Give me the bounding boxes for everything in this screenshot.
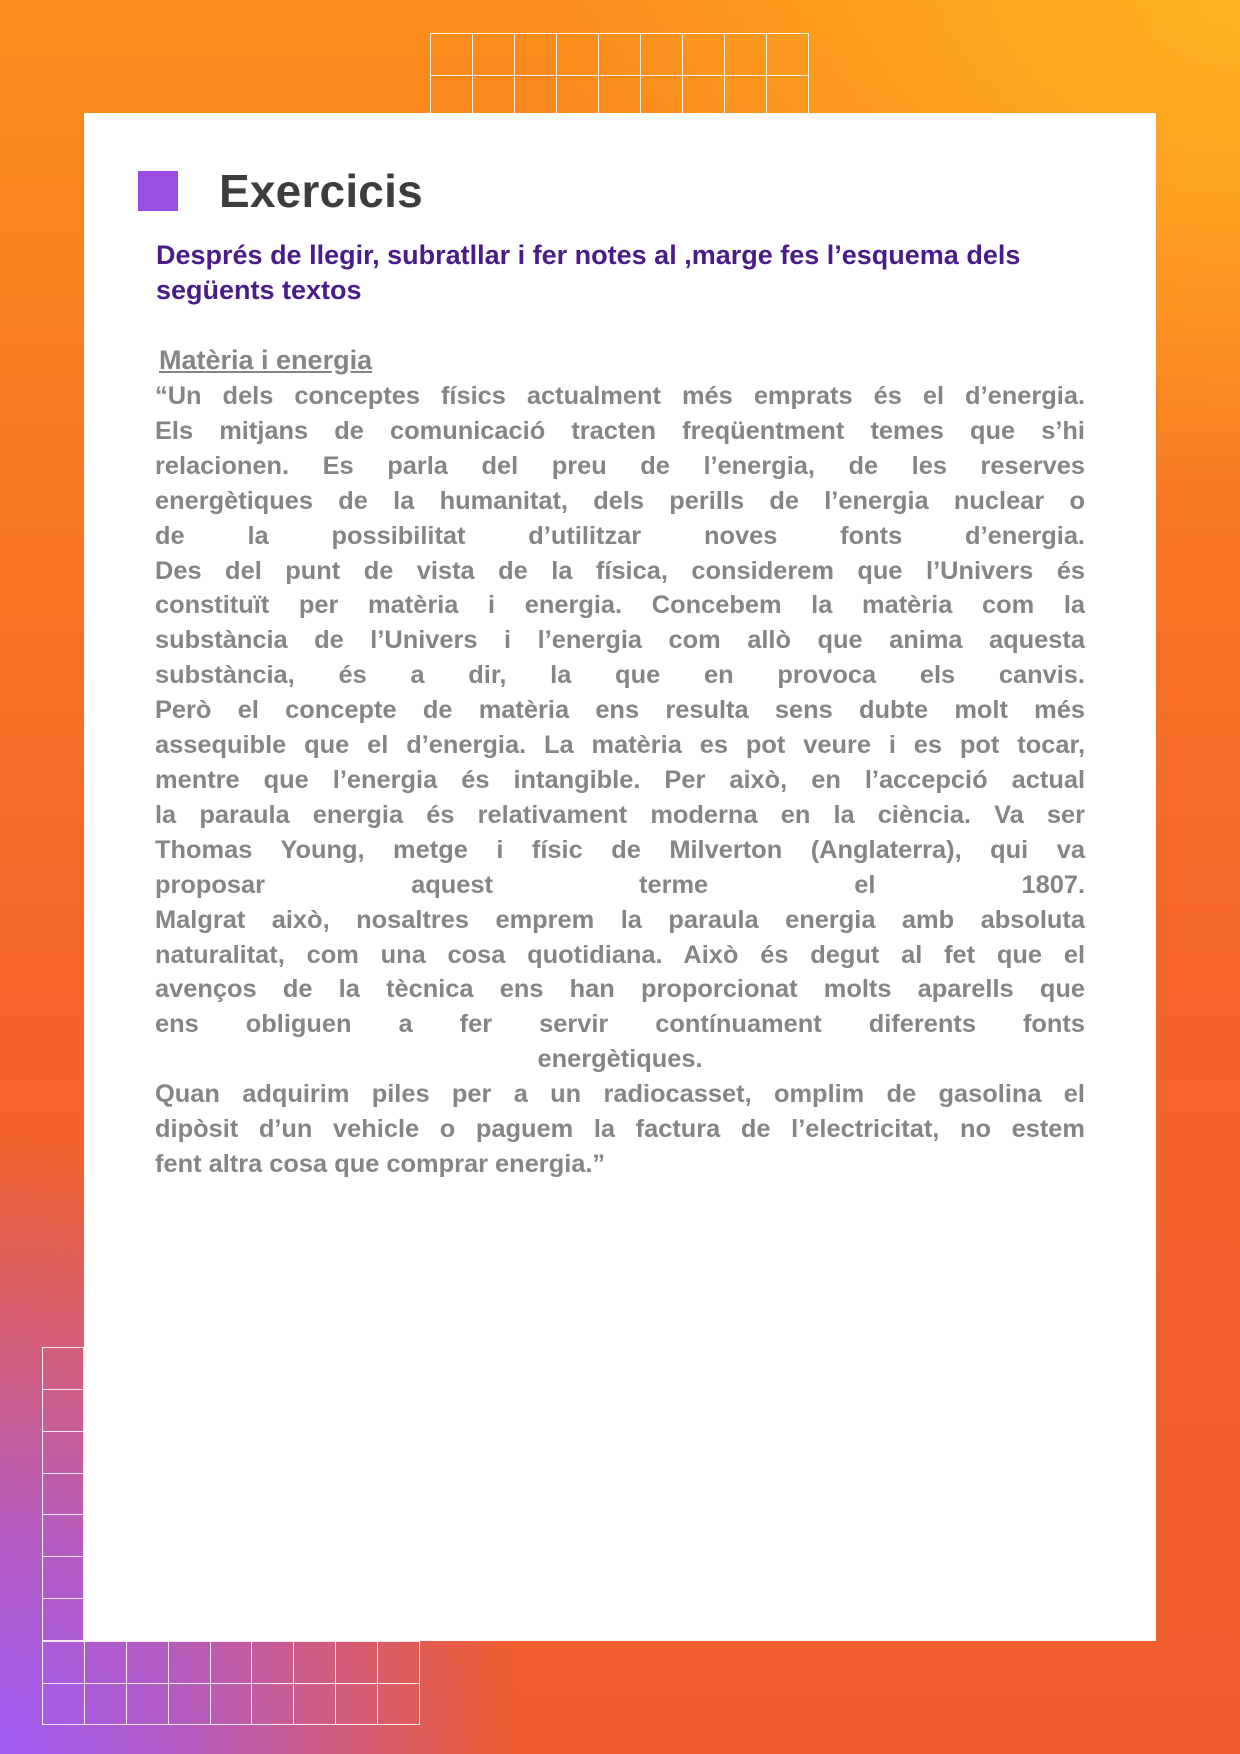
passage-line: la paraula energia és relativament moderna en la ciència. Va ser <box>155 800 1085 829</box>
passage-line: energètiques. <box>537 1045 703 1074</box>
passage-line: Thomas Young, metge i físic de Milverton (Anglaterra), qui va <box>155 835 1085 864</box>
passage-line: avenços de la tècnica ens han proporcionat molts aparells que <box>155 975 1085 1004</box>
passage-line: constituït per matèria i energia. Concebem la matèria com la <box>155 591 1085 620</box>
title-row <box>138 161 423 221</box>
passage-line: Des del punt de vista de la física, considerem que l’Univers és <box>155 556 1085 585</box>
content-card <box>84 113 1156 1641</box>
passage-line: ens obliguen a fer servir contínuament diferents fonts <box>155 1010 1085 1039</box>
passage-line: de la possibilitat d’utilitzar noves fonts d’energia. <box>155 521 1085 550</box>
section-heading: Matèria i energia <box>159 345 373 375</box>
passage-line: Malgrat això, nosaltres emprem la paraula energia amb absoluta <box>155 905 1085 934</box>
passage-line: substància de l’Univers i l’energia com allò que anima aquesta <box>155 626 1085 655</box>
decorative-grid-bottom <box>42 1641 420 1725</box>
passage-line: Però el concepte de matèria ens resulta sens dubte molt més <box>155 696 1085 725</box>
passage-line: fent altra cosa que comprar energia.” <box>155 1149 606 1178</box>
passage-line: energètiques de la humanitat, dels perills de l’energia nuclear o <box>155 486 1085 515</box>
instruction-text: Després de llegir, subratllar i fer notes al ,marge fes l’esquema dels següents textos <box>156 240 1021 305</box>
passage-line: naturalitat, com una cosa quotidiana. Això és degut al fet que el <box>155 940 1085 969</box>
passage-line: “Un dels conceptes físics actualment més emprats és el d’energia. <box>155 382 1085 410</box>
passage-line: mentre que l’energia és intangible. Per això, en l’accepció actual <box>155 765 1085 794</box>
passage-line: substància, és a dir, la que en provoca els canvis. <box>155 661 1085 690</box>
passage-line: assequible que el d’energia. La matèria es pot veure i es pot tocar, <box>155 731 1085 760</box>
decorative-grid-top <box>430 33 809 117</box>
passage-line: Quan adquirim piles per a un radiocasset, omplim de gasolina el <box>155 1080 1085 1109</box>
page-title: Exercicis <box>219 165 423 217</box>
passage-text <box>155 379 1085 1182</box>
passage-line: Els mitjans de comunicació tracten freqüentment temes que s’hi <box>155 416 1085 445</box>
title-bullet-square <box>138 171 178 211</box>
passage-line: proposar aquest terme el 1807. <box>155 870 1085 899</box>
decorative-grid-left <box>42 1347 84 1641</box>
passage-line: dipòsit d’un vehicle o paguem la factura de l’electricitat, no estem <box>155 1115 1085 1144</box>
passage-line: relacionen. Es parla del preu de l’energia, de les reserves <box>155 451 1085 480</box>
